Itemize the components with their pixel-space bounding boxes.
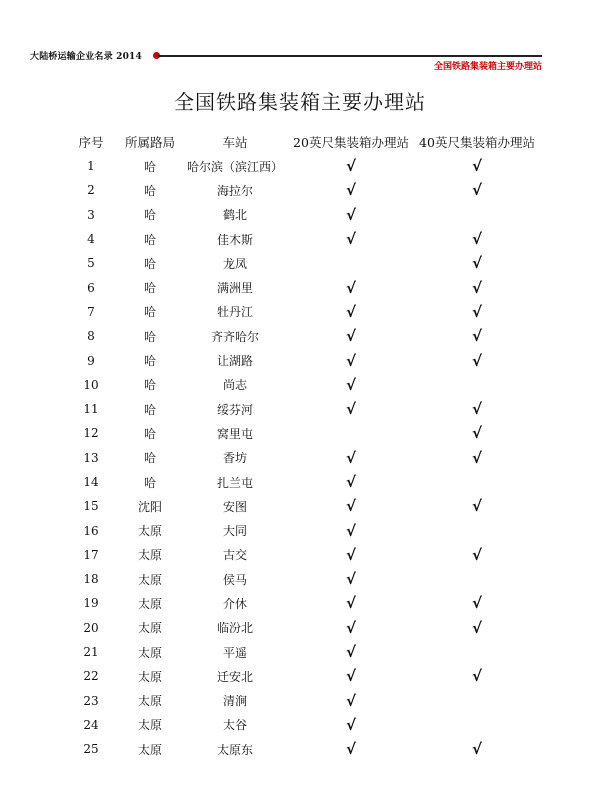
row-20ft-check: √ bbox=[345, 400, 356, 419]
row-20ft-check bbox=[290, 421, 412, 445]
row-number: 1 bbox=[87, 159, 95, 174]
row-20ft-check: √ bbox=[345, 594, 356, 613]
row-bureau: 哈 bbox=[143, 451, 156, 466]
row-bureau: 太原 bbox=[137, 694, 162, 709]
row-station: 平遥 bbox=[222, 645, 247, 660]
row-40ft-check: √ bbox=[471, 327, 482, 346]
row-station: 大同 bbox=[222, 524, 247, 539]
row-number: 16 bbox=[83, 523, 99, 538]
row-20ft-check: √ bbox=[345, 545, 356, 564]
row-station: 绥芬河 bbox=[216, 402, 253, 417]
row-bureau: 哈 bbox=[143, 354, 156, 369]
row-40ft-check bbox=[412, 373, 542, 397]
column-header-bureau: 所属路局 bbox=[124, 135, 175, 150]
row-40ft-check: √ bbox=[471, 740, 482, 759]
row-bureau: 太原 bbox=[137, 742, 162, 757]
row-20ft-check: √ bbox=[345, 230, 356, 249]
row-20ft-check: √ bbox=[345, 473, 356, 491]
row-40ft-check bbox=[412, 518, 542, 542]
row-bureau: 哈 bbox=[143, 305, 156, 320]
row-40ft-check: √ bbox=[471, 448, 482, 467]
row-bureau: 哈 bbox=[143, 232, 156, 247]
table-row bbox=[62, 737, 542, 761]
row-40ft-check: √ bbox=[471, 424, 482, 443]
row-station: 清涧 bbox=[222, 694, 247, 709]
row-20ft-check: √ bbox=[345, 157, 356, 176]
row-number: 20 bbox=[83, 620, 99, 635]
table-row bbox=[62, 689, 542, 713]
row-20ft-check: √ bbox=[345, 375, 356, 394]
row-bureau: 太原 bbox=[137, 524, 162, 539]
row-40ft-check bbox=[412, 713, 542, 737]
row-40ft-check: √ bbox=[471, 497, 482, 516]
row-station: 古交 bbox=[222, 548, 247, 563]
table-row bbox=[62, 373, 542, 397]
row-station: 侯马 bbox=[222, 572, 247, 587]
row-40ft-check: √ bbox=[471, 230, 482, 249]
row-station: 安图 bbox=[222, 499, 247, 514]
row-bureau: 哈 bbox=[143, 281, 156, 296]
row-station: 迁安北 bbox=[216, 669, 253, 684]
row-20ft-check: √ bbox=[345, 521, 356, 540]
row-bureau: 太原 bbox=[137, 548, 162, 563]
row-station: 满洲里 bbox=[216, 281, 253, 296]
row-20ft-check: √ bbox=[345, 667, 356, 686]
row-number: 2 bbox=[87, 183, 95, 198]
row-station: 扎兰屯 bbox=[216, 475, 253, 490]
row-number: 8 bbox=[87, 329, 95, 344]
row-40ft-check: √ bbox=[471, 302, 482, 321]
row-bureau: 沈阳 bbox=[137, 499, 162, 514]
row-station: 香坊 bbox=[222, 451, 247, 466]
row-bureau: 哈 bbox=[143, 183, 156, 198]
row-station: 太原东 bbox=[216, 742, 253, 757]
row-bureau: 太原 bbox=[137, 572, 162, 587]
stations-table bbox=[62, 130, 542, 761]
row-bureau: 哈 bbox=[143, 208, 156, 223]
row-20ft-check: √ bbox=[345, 181, 356, 200]
table-row bbox=[62, 640, 542, 664]
row-20ft-check: √ bbox=[345, 570, 356, 589]
row-number: 17 bbox=[83, 547, 99, 562]
table-row bbox=[62, 421, 542, 445]
header-rule bbox=[158, 55, 542, 57]
row-number: 19 bbox=[83, 596, 99, 611]
row-station: 尚志 bbox=[222, 378, 247, 393]
row-20ft-check: √ bbox=[345, 740, 356, 759]
row-number: 11 bbox=[83, 402, 99, 417]
table-row bbox=[62, 178, 542, 202]
table-row bbox=[62, 713, 542, 737]
row-station: 齐齐哈尔 bbox=[210, 329, 259, 344]
row-20ft-check: √ bbox=[345, 302, 356, 321]
row-bureau: 哈 bbox=[143, 475, 156, 490]
row-20ft-check: √ bbox=[345, 497, 356, 516]
row-bureau: 哈 bbox=[143, 256, 156, 271]
row-40ft-check bbox=[412, 689, 542, 713]
row-number: 4 bbox=[87, 232, 95, 247]
row-station: 佳木斯 bbox=[216, 232, 253, 247]
row-20ft-check: √ bbox=[345, 448, 356, 467]
table-header-row bbox=[62, 130, 542, 154]
table-row bbox=[62, 251, 542, 275]
row-bureau: 哈 bbox=[143, 402, 156, 417]
row-station: 临汾北 bbox=[216, 621, 253, 636]
row-40ft-check: √ bbox=[471, 278, 482, 297]
row-bureau: 太原 bbox=[137, 621, 162, 636]
row-station: 鹤北 bbox=[222, 208, 247, 223]
column-header-no: 序号 bbox=[78, 135, 104, 150]
row-number: 15 bbox=[83, 499, 99, 514]
row-40ft-check: √ bbox=[471, 594, 482, 613]
column-header-20ft: 20英尺集装箱办理站 bbox=[293, 135, 409, 150]
row-20ft-check: √ bbox=[345, 715, 356, 734]
row-number: 6 bbox=[87, 280, 95, 295]
row-20ft-check bbox=[290, 251, 412, 275]
row-40ft-check bbox=[412, 203, 542, 227]
table-row bbox=[62, 567, 542, 591]
row-bureau: 哈 bbox=[143, 426, 156, 441]
row-station: 哈尔滨（滨江西） bbox=[186, 159, 283, 174]
row-number: 23 bbox=[83, 693, 99, 708]
row-40ft-check: √ bbox=[471, 157, 482, 176]
row-20ft-check: √ bbox=[345, 618, 356, 637]
running-header-left: 大陆桥运输企业名录 2014 bbox=[30, 52, 142, 62]
table-row bbox=[62, 446, 542, 470]
row-number: 10 bbox=[83, 377, 99, 392]
row-number: 24 bbox=[83, 717, 99, 732]
table-row bbox=[62, 543, 542, 567]
table-row bbox=[62, 275, 542, 299]
row-20ft-check: √ bbox=[345, 327, 356, 346]
row-number: 18 bbox=[83, 572, 99, 587]
row-number: 14 bbox=[83, 475, 99, 489]
row-station: 太谷 bbox=[222, 718, 247, 733]
row-number: 3 bbox=[87, 207, 95, 222]
row-bureau: 太原 bbox=[137, 718, 162, 733]
table-row bbox=[62, 494, 542, 518]
row-40ft-check: √ bbox=[471, 667, 482, 686]
table-row bbox=[62, 203, 542, 227]
table-row bbox=[62, 324, 542, 348]
row-20ft-check: √ bbox=[345, 351, 356, 370]
table-row bbox=[62, 300, 542, 324]
row-number: 9 bbox=[87, 353, 95, 368]
row-station: 窝里屯 bbox=[216, 426, 253, 441]
column-header-40ft: 40英尺集装箱办理站 bbox=[419, 135, 535, 150]
row-bureau: 哈 bbox=[143, 378, 156, 393]
row-station: 让湖路 bbox=[216, 354, 253, 369]
row-20ft-check: √ bbox=[345, 643, 356, 662]
row-20ft-check: √ bbox=[345, 691, 356, 710]
row-bureau: 哈 bbox=[143, 159, 156, 174]
table-row bbox=[62, 397, 542, 421]
row-number: 12 bbox=[83, 426, 99, 441]
row-number: 7 bbox=[87, 304, 95, 319]
row-40ft-check bbox=[412, 640, 542, 664]
running-header-right: 全国铁路集装箱主要办理站 bbox=[433, 62, 542, 72]
row-20ft-check: √ bbox=[345, 278, 356, 297]
row-number: 13 bbox=[83, 450, 99, 465]
column-header-station: 车站 bbox=[222, 135, 248, 150]
table-row bbox=[62, 616, 542, 640]
row-station: 海拉尔 bbox=[216, 183, 253, 198]
row-station: 牡丹江 bbox=[216, 305, 253, 320]
table-row bbox=[62, 154, 542, 178]
row-bureau: 太原 bbox=[137, 669, 162, 684]
row-40ft-check: √ bbox=[471, 351, 482, 370]
row-number: 22 bbox=[83, 669, 99, 684]
row-bureau: 哈 bbox=[143, 329, 156, 344]
row-20ft-check: √ bbox=[345, 205, 356, 224]
row-40ft-check bbox=[412, 470, 542, 494]
row-40ft-check: √ bbox=[471, 254, 482, 273]
row-number: 25 bbox=[83, 742, 99, 757]
table-row bbox=[62, 518, 542, 542]
row-40ft-check: √ bbox=[471, 400, 482, 419]
row-bureau: 太原 bbox=[137, 645, 162, 660]
row-station: 介休 bbox=[222, 596, 247, 611]
row-40ft-check: √ bbox=[471, 545, 482, 564]
page-title: 全国铁路集装箱主要办理站 bbox=[174, 90, 426, 114]
row-40ft-check bbox=[412, 567, 542, 591]
table-row bbox=[62, 227, 542, 251]
table-row bbox=[62, 591, 542, 615]
row-40ft-check: √ bbox=[471, 181, 482, 200]
row-bureau: 太原 bbox=[137, 596, 162, 611]
table-body bbox=[62, 154, 542, 761]
table-row bbox=[62, 348, 542, 372]
table-row bbox=[62, 664, 542, 688]
row-station: 龙凤 bbox=[222, 256, 247, 271]
row-40ft-check: √ bbox=[471, 618, 482, 637]
row-number: 5 bbox=[87, 256, 95, 271]
table-row bbox=[62, 470, 542, 494]
row-number: 21 bbox=[83, 645, 99, 660]
